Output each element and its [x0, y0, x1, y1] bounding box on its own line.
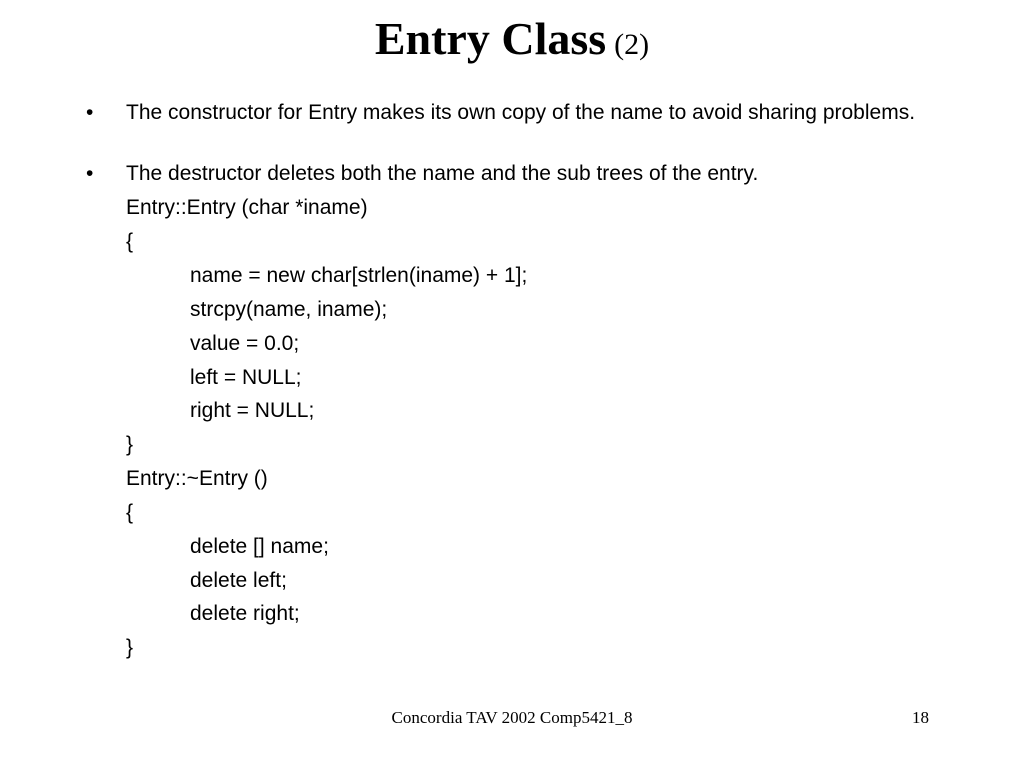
- bullet-text-constructor: The constructor for Entry makes its own copy of the name to avoid sharing problems.: [126, 101, 916, 124]
- title-text: Entry Class: [374, 13, 607, 64]
- code-line: right = NULL;: [190, 399, 315, 422]
- title-suffix: (2): [614, 28, 650, 61]
- code-line: value = 0.0;: [190, 332, 300, 355]
- code-line: name = new char[strlen(iname) + 1];: [190, 264, 528, 287]
- slide-title: [0, 12, 1024, 65]
- code-line: left = NULL;: [190, 366, 302, 389]
- page-number: 18: [912, 708, 929, 727]
- code-line: }: [126, 433, 134, 456]
- code-line: Entry::Entry (char *iname): [126, 196, 368, 219]
- code-line: delete [] name;: [190, 535, 329, 558]
- slide-footer: Concordia TAV 2002 Comp5421_8: [391, 708, 633, 727]
- code-line: {: [126, 501, 134, 524]
- code-line: delete left;: [190, 569, 287, 592]
- bullet-marker: •: [86, 162, 94, 185]
- code-line: {: [126, 230, 134, 253]
- code-line: }: [126, 636, 134, 659]
- bullet-text-destructor: The destructor deletes both the name and the sub trees of the entry.: [126, 162, 759, 185]
- code-line: strcpy(name, iname);: [190, 298, 388, 321]
- code-line: delete right;: [190, 602, 300, 625]
- bullet-marker: •: [86, 101, 94, 124]
- code-line: Entry::~Entry (): [126, 467, 268, 490]
